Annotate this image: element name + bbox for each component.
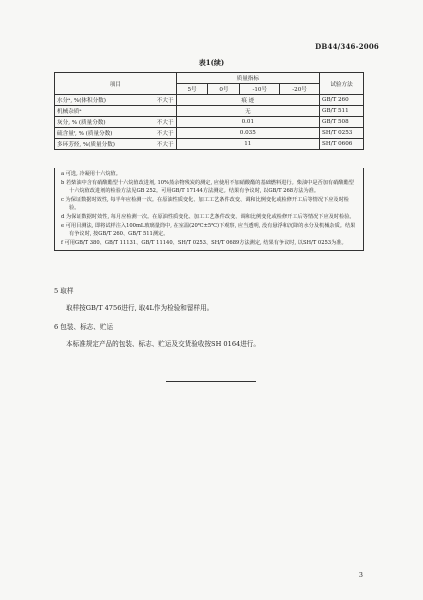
row-value: 痕 迹	[176, 95, 319, 106]
row-name: 硫含量ᶠ, % (质量分数)	[57, 131, 113, 137]
table-notes	[54, 168, 364, 251]
section-5-body: 取样按GB/T 4756进行, 取4L作为检验和留样用。	[66, 304, 214, 312]
row-item	[55, 139, 177, 150]
row-value: 0.01	[176, 117, 319, 128]
row-limit: 不大于	[156, 142, 174, 148]
page-number: 3	[358, 571, 363, 579]
end-rule	[166, 381, 256, 382]
row-name: 机械杂质ᵃ	[57, 109, 82, 115]
row-item	[55, 128, 177, 139]
row-limit: 不大于	[156, 131, 174, 137]
row-value: 11	[176, 139, 319, 150]
table-row	[55, 95, 364, 106]
table-note: c 为保证数据时效性, 每半年应检测一次。在原油性质变化、加工工艺条件改变、调和比例变化或检修开工后等情况下应及时检验。	[61, 196, 349, 212]
table-header-row	[55, 73, 364, 84]
row-name: 水分ᵃ, %(体积分数)	[57, 98, 106, 104]
table-title: 表1(续)	[198, 58, 225, 67]
table-row	[55, 106, 364, 117]
row-method: GB/T 508	[320, 117, 364, 128]
grade-header: -10号	[240, 84, 280, 95]
row-limit: 不大于	[156, 98, 174, 104]
row-method: SH/T 0606	[320, 139, 364, 150]
header-method: 试验方法	[320, 73, 364, 95]
table-note: d 为保证数据时效性, 每月应检测一次。在原油性质变化、加工工艺条件改变、调和比例变化或检修开工后等情况下应及时检验。	[61, 213, 355, 220]
section-6-body: 本标准规定产品的包装、标志、贮运及交货验收按SH 0164进行。	[66, 340, 260, 348]
row-method: GB/T 260	[320, 95, 364, 106]
header-quality: 质量指标	[176, 73, 319, 84]
grade-header: 0号	[208, 84, 240, 95]
row-item	[55, 95, 177, 106]
document-code: DB44/346-2006	[315, 42, 379, 51]
row-name: 多环芳烃, %(质量分数)	[57, 142, 115, 148]
grade-header: -20号	[280, 84, 320, 95]
table-note: a 可选, 冷凝用十六烷值。	[61, 171, 121, 177]
section-5-heading: 5 取样	[54, 287, 74, 295]
section-6-heading: 6 包装、标志、贮运	[54, 323, 114, 331]
row-item	[55, 106, 177, 117]
table-note: f 可用GB/T 380、GB/T 11131、GB/T 11140、SH/T 0253、SH/T 0689方法测定, 结果有争议时, 以SH/T 0253为准。	[61, 239, 347, 246]
row-name: 灰分, % (质量分数)	[57, 120, 106, 126]
table-row	[55, 139, 364, 150]
grade-header: 5号	[176, 84, 208, 95]
row-method: GB/T 511	[320, 106, 364, 117]
row-limit: 不大于	[156, 120, 174, 126]
header-item: 项目	[55, 73, 177, 95]
table-note: e 可用目测法, 即将试样注入100mL玻璃量筒中, 在室温(20℃±5℃)下观察, 应当透明, 没有悬浮和沉降的水分及机械杂质。结果有争议时, 按GB/T 260、GB/T 511测定。	[61, 222, 356, 238]
table-row	[55, 117, 364, 128]
table-note: b 若柴油中含有硝酸酯型十六烷值改进剂, 10%蒸余物残炭的测定, 应使用不加硝酸酯的基础燃料进行。柴油中是否加有硝酸酯型十六烷值改进剂的检验方法见GB 252。可用GB/T 17144方法测定。结果有争议时, 以GB/T 268方法为准。	[61, 179, 354, 195]
row-value: 无	[176, 106, 319, 117]
row-method: SH/T 0253	[320, 128, 364, 139]
table-row	[55, 128, 364, 139]
row-item	[55, 117, 177, 128]
row-value: 0.035	[176, 128, 319, 139]
spec-table	[54, 72, 364, 150]
